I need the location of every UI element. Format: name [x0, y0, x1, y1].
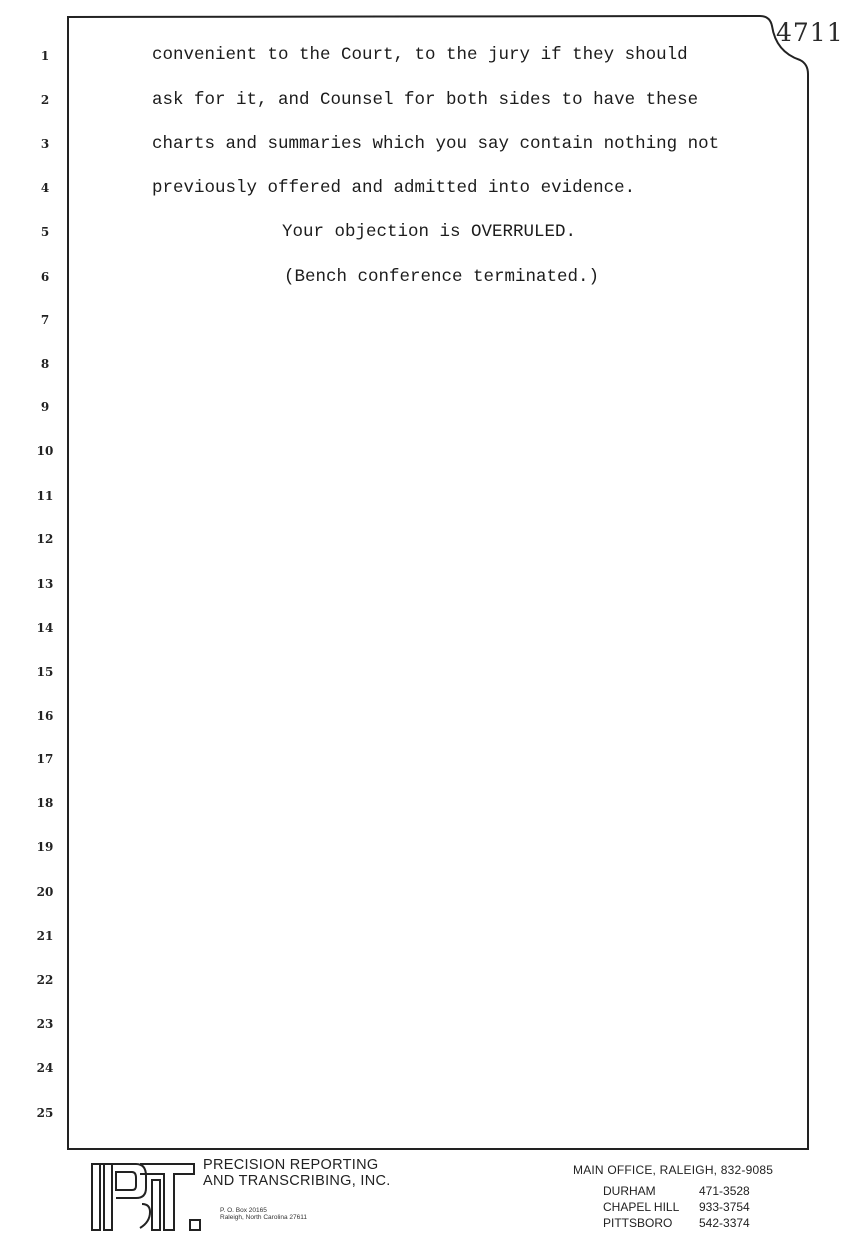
line-number-21: 21: [36, 929, 54, 943]
company-address-line-1: P. O. Box 20165: [220, 1207, 267, 1214]
line-number-2: 2: [40, 93, 50, 107]
transcript-line-6: (Bench conference terminated.): [284, 267, 600, 287]
office-phone: 542-3374: [699, 1216, 750, 1230]
line-number-4: 4: [40, 181, 50, 195]
office-city: DURHAM: [603, 1184, 656, 1198]
line-number-8: 8: [40, 357, 50, 371]
line-number-15: 15: [36, 665, 54, 679]
line-number-22: 22: [36, 973, 54, 987]
line-number-6: 6: [40, 270, 50, 284]
line-number-20: 20: [36, 885, 54, 899]
office-city: CHAPEL HILL: [603, 1200, 680, 1214]
line-number-16: 16: [36, 709, 54, 723]
line-number-25: 25: [36, 1106, 54, 1120]
line-number-12: 12: [36, 532, 54, 546]
company-address-line-2: Raleigh, North Carolina 27611: [220, 1214, 307, 1221]
office-phone: 471-3528: [699, 1184, 750, 1198]
line-number-13: 13: [36, 577, 54, 591]
line-number-3: 3: [40, 137, 50, 151]
line-number-19: 19: [36, 840, 54, 854]
company-name-line-2: AND TRANSCRIBING, INC.: [203, 1173, 391, 1189]
office-city: PITTSBORO: [603, 1216, 673, 1230]
line-number-5: 5: [40, 225, 50, 239]
line-number-17: 17: [36, 752, 54, 766]
company-name: [203, 1157, 391, 1189]
transcript-line-3: charts and summaries which you say contain nothing not: [152, 134, 720, 154]
page-number: 4711: [776, 18, 844, 47]
line-number-24: 24: [36, 1061, 54, 1075]
line-number-11: 11: [36, 489, 54, 503]
company-name-line-1: PRECISION REPORTING: [203, 1157, 379, 1173]
transcript-line-2: ask for it, and Counsel for both sides to have these: [152, 90, 699, 110]
office-phone: 933-3754: [699, 1200, 750, 1214]
company-address: [220, 1207, 307, 1221]
main-office: MAIN OFFICE, RALEIGH, 832-9085: [573, 1163, 774, 1177]
company-logo: [90, 1158, 202, 1232]
line-number-1: 1: [40, 49, 50, 63]
transcript-line-4: previously offered and admitted into evidence.: [152, 178, 636, 198]
page-footer: [0, 1150, 860, 1247]
line-number-23: 23: [36, 1017, 54, 1031]
line-number-7: 7: [40, 313, 50, 327]
line-number-10: 10: [36, 444, 54, 458]
transcript-line-1: convenient to the Court, to the jury if they should: [152, 45, 688, 65]
transcript-line-5: Your objection is OVERRULED.: [282, 222, 577, 242]
line-number-14: 14: [36, 621, 54, 635]
line-number-9: 9: [40, 400, 50, 414]
line-number-18: 18: [36, 796, 54, 810]
office-directory: [573, 1163, 774, 1230]
